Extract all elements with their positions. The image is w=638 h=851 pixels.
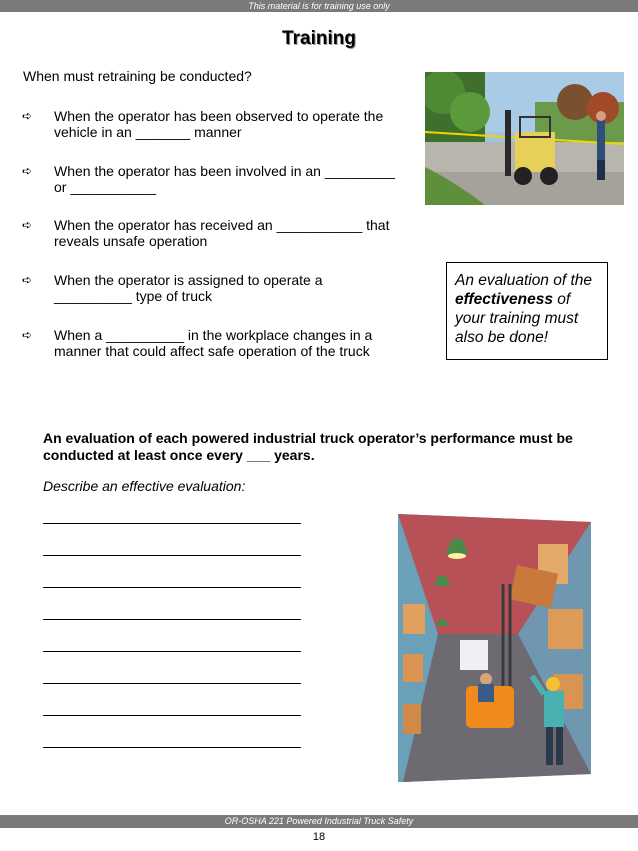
page-title: Training <box>282 28 356 49</box>
evaluation-frequency-statement: An evaluation of each powered industrial truck operator’s performance must be conducted at least once every ___ years. <box>43 430 573 463</box>
arrow-bullet-icon: ➪ <box>22 328 33 342</box>
answer-line[interactable] <box>43 523 301 524</box>
callout-emphasis: effectiveness <box>455 291 553 308</box>
list-item-text: When the operator is assigned to operate a __________ type of truck <box>54 272 323 304</box>
arrow-bullet-icon: ➪ <box>22 218 33 232</box>
list-item-text: When a __________ in the workplace changes in a manner that could affect safe operation of the truck <box>54 327 373 359</box>
top-banner: This material is for training use only <box>0 0 638 12</box>
arrow-bullet-icon: ➪ <box>22 164 33 178</box>
list-item-text: When the operator has been observed to operate the vehicle in an _______ manner <box>54 108 384 140</box>
arrow-bullet-icon: ➪ <box>22 109 33 123</box>
answer-line[interactable] <box>43 683 301 684</box>
warehouse-illustration <box>398 514 591 782</box>
callout-text-end: of your training must also be done! <box>455 291 579 346</box>
answer-line[interactable] <box>43 747 301 748</box>
footer-banner: OR-OSHA 221 Powered Industrial Truck Safety <box>0 815 638 828</box>
list-item-text: When the operator has been involved in an _________ or ___________ <box>54 163 395 195</box>
evaluation-callout <box>446 262 608 360</box>
evaluation-prompt: Describe an effective evaluation: <box>43 478 246 494</box>
forklift-photo <box>425 72 624 205</box>
page-number: 18 <box>312 831 326 843</box>
retraining-question: When must retraining be conducted? <box>23 68 252 84</box>
answer-line[interactable] <box>43 555 301 556</box>
answer-line[interactable] <box>43 651 301 652</box>
list-item-text: When the operator has received an ___________ that reveals unsafe operation <box>54 217 390 249</box>
answer-line[interactable] <box>43 715 301 716</box>
callout-text-start: An evaluation of the <box>455 272 593 289</box>
arrow-bullet-icon: ➪ <box>22 273 33 287</box>
answer-line[interactable] <box>43 587 301 588</box>
answer-line[interactable] <box>43 619 301 620</box>
